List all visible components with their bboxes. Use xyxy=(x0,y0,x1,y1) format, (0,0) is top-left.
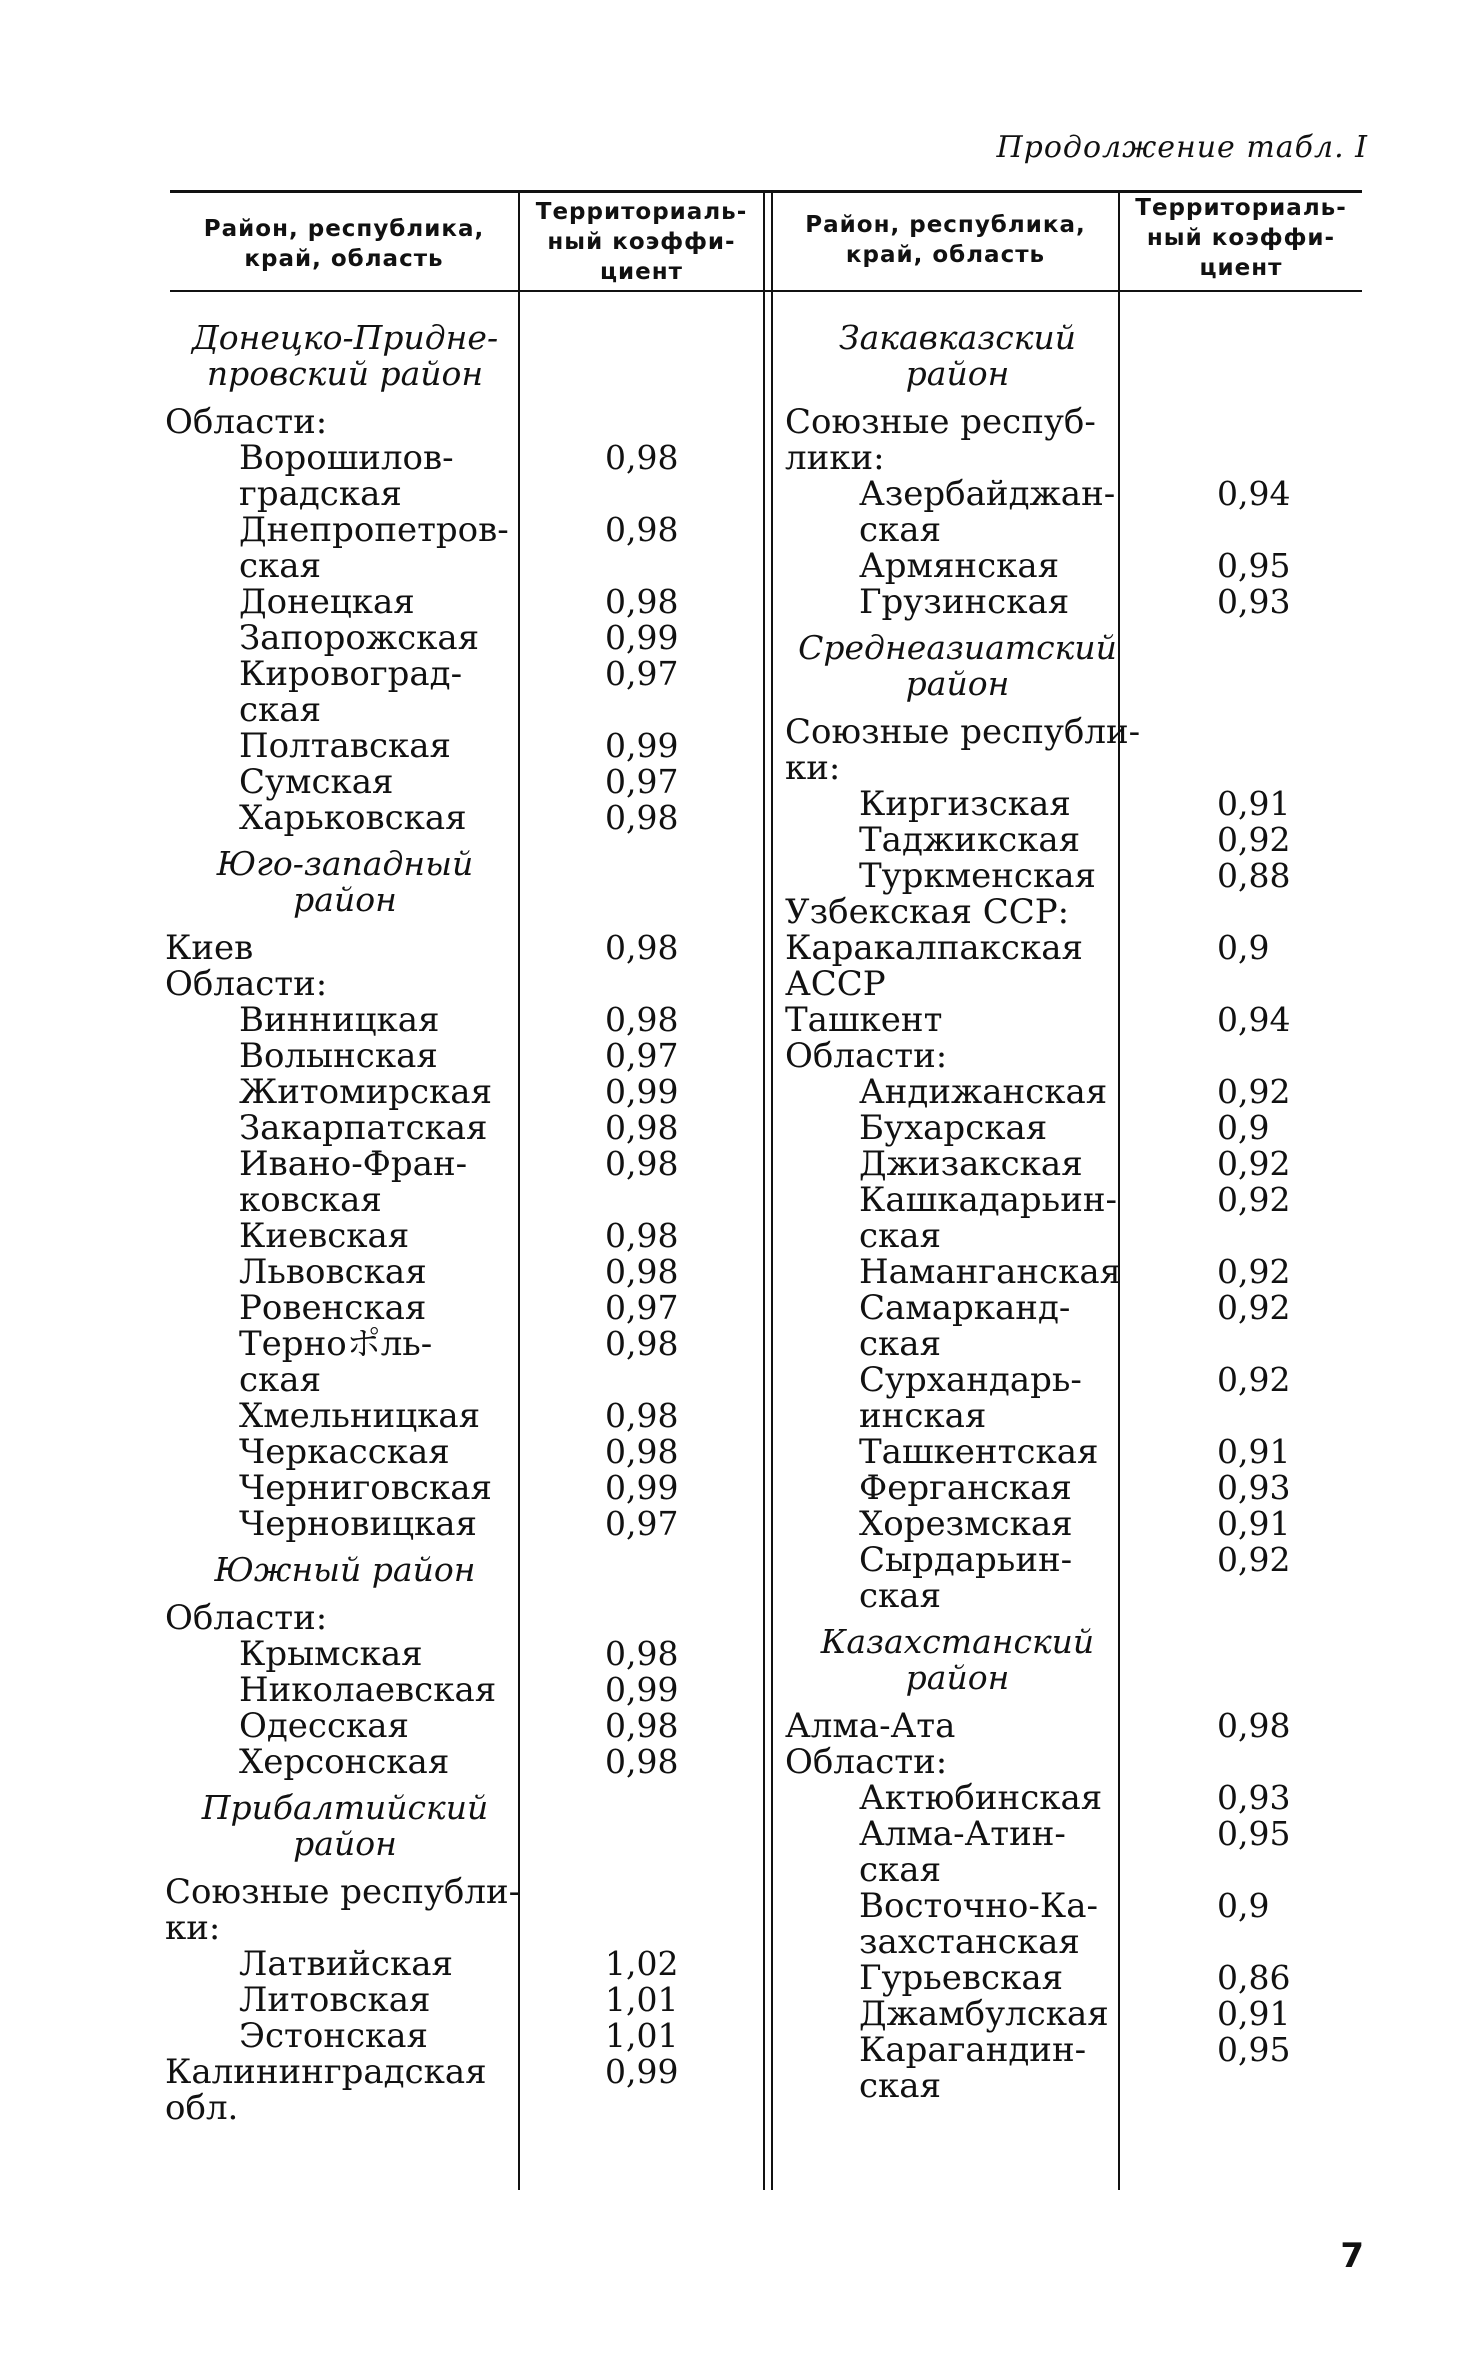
table-row xyxy=(165,1504,679,1544)
table-row xyxy=(165,1252,679,1292)
territorial-coefficient: 0,93 xyxy=(1217,1778,1291,1817)
territorial-coefficient: 0,99 xyxy=(605,1468,679,1507)
table-row xyxy=(165,1396,679,1436)
table-row-continuation xyxy=(785,966,1285,1002)
region-name: Калининградская xyxy=(165,2052,487,2092)
region-name: Ташкентская xyxy=(859,1432,1099,1472)
region-name: Области: xyxy=(165,1598,328,1638)
table-row-continuation xyxy=(785,750,1285,786)
table-row xyxy=(785,856,1291,896)
region-name: Киргизская xyxy=(859,784,1071,824)
table-row xyxy=(165,404,675,440)
left-table-column xyxy=(165,310,679,2128)
table-row xyxy=(165,1324,679,1364)
table-row xyxy=(785,1888,1285,1924)
table-row xyxy=(165,1634,679,1674)
table-row xyxy=(165,1468,679,1508)
territorial-coefficient: 0,92 xyxy=(1217,1540,1291,1579)
region-name: Таджикская xyxy=(859,820,1081,860)
region-name: ская xyxy=(859,510,942,550)
region-section-heading xyxy=(785,630,1130,702)
region-name: Хмельницкая xyxy=(239,1396,481,1436)
header-line: край, область xyxy=(244,246,444,272)
region-name: Джизакская xyxy=(859,1144,1083,1184)
table-row xyxy=(785,930,1285,966)
territorial-coefficient: 0,98 xyxy=(605,928,679,967)
region-name: Союзные респуб- xyxy=(785,402,1096,442)
region-name: Области: xyxy=(785,1742,948,1782)
region-name: Кировоград- xyxy=(239,654,463,694)
region-name: Херсонская xyxy=(239,1742,450,1782)
territorial-coefficient: 0,99 xyxy=(605,726,679,765)
table-row xyxy=(165,798,679,838)
territorial-coefficient: 0,91 xyxy=(1217,1994,1291,2033)
region-name: Актюбинская xyxy=(859,1778,1103,1818)
territorial-coefficient: 0,92 xyxy=(1217,1252,1291,1291)
table-row xyxy=(785,474,1291,514)
region-name: ская xyxy=(859,1324,942,1364)
territorial-coefficient: 0,92 xyxy=(1217,1360,1291,1399)
territorial-coefficient: 1,01 xyxy=(605,1980,679,2019)
territorial-coefficient: 0,92 xyxy=(1217,820,1291,859)
section-heading-line: Закавказский xyxy=(839,318,1076,357)
territorial-coefficient: 0,9 xyxy=(1217,1108,1270,1147)
territorial-coefficient: 0,94 xyxy=(1217,474,1291,513)
territorial-coefficient: 0,95 xyxy=(1217,2030,1291,2069)
table-row xyxy=(785,546,1291,586)
table-row xyxy=(785,1038,1285,1074)
table-row xyxy=(165,510,679,550)
table-row xyxy=(785,1468,1291,1508)
middle-double-rule-b xyxy=(771,190,773,2190)
region-name: Восточно-Ка- xyxy=(859,1886,1098,1926)
territorial-coefficient: 0,95 xyxy=(1217,546,1291,585)
table-row xyxy=(165,2052,679,2092)
region-section-heading xyxy=(165,1790,525,1862)
table-row xyxy=(165,726,679,766)
header-line: ный коэффи- xyxy=(1146,225,1336,251)
header-line: циент xyxy=(600,259,683,285)
region-name: Ивано-Фран- xyxy=(239,1144,468,1184)
region-name: Азербайджан- xyxy=(859,474,1116,514)
territorial-coefficient: 0,97 xyxy=(605,654,679,693)
table-row xyxy=(785,784,1291,824)
table-row xyxy=(165,1742,679,1782)
region-name: Литовская xyxy=(239,1980,431,2020)
territorial-coefficient: 0,9 xyxy=(1217,928,1270,967)
table-row xyxy=(785,404,1285,440)
region-name: Житомирская xyxy=(239,1072,493,1112)
table-row xyxy=(785,1144,1291,1184)
section-heading-line: район xyxy=(293,880,397,919)
table-row xyxy=(165,654,679,694)
region-name: АССР xyxy=(785,964,886,1004)
region-name: Днепропетров- xyxy=(239,510,509,550)
header-line: Территориаль- xyxy=(1135,195,1347,221)
region-name: Алма-Атин- xyxy=(859,1814,1066,1854)
territorial-coefficient: 0,98 xyxy=(605,1108,679,1147)
table-row xyxy=(785,1360,1291,1400)
region-name: захстанская xyxy=(859,1922,1080,1962)
territorial-coefficient: 0,94 xyxy=(1217,1000,1291,1039)
region-name: Крымская xyxy=(239,1634,423,1674)
table-row-continuation xyxy=(165,692,675,728)
table-row xyxy=(165,966,675,1002)
region-name: Николаевская xyxy=(239,1670,497,1710)
table-row xyxy=(165,928,679,968)
region-name: Каракалпакская xyxy=(785,928,1083,968)
territorial-coefficient: 0,92 xyxy=(1217,1180,1291,1219)
table-row xyxy=(165,1144,679,1184)
region-name: лики: xyxy=(785,438,885,478)
region-name: Донецкая xyxy=(239,582,415,622)
territorial-coefficient: 0,92 xyxy=(1217,1144,1291,1183)
region-name: Алма-Ата xyxy=(785,1706,956,1746)
region-name: инская xyxy=(859,1396,987,1436)
region-name: ская xyxy=(859,2066,942,2106)
table-row xyxy=(165,582,679,622)
table-row-continuation xyxy=(785,1924,1285,1960)
table-row-continuation xyxy=(785,1218,1285,1254)
region-name: Гурьевская xyxy=(859,1958,1064,1998)
table-row xyxy=(165,762,679,802)
header-line: циент xyxy=(1199,255,1283,281)
region-name: Харьковская xyxy=(239,798,467,838)
table-row xyxy=(165,1706,679,1746)
region-section-heading xyxy=(165,846,525,918)
table-row xyxy=(785,1252,1291,1292)
region-name: Киевская xyxy=(239,1216,410,1256)
territorial-coefficient: 0,86 xyxy=(1217,1958,1291,1997)
header-line: Район, республика, xyxy=(805,212,1086,238)
table-row xyxy=(165,1944,679,1984)
region-name: Винницкая xyxy=(239,1000,440,1040)
region-name: Карагандин- xyxy=(859,2030,1087,2070)
table-row xyxy=(785,1288,1291,1328)
region-name: Андижанская xyxy=(859,1072,1108,1112)
region-name: ская xyxy=(239,546,322,586)
region-name: Черниговская xyxy=(239,1468,492,1508)
table-row xyxy=(785,1180,1291,1220)
region-name: ская xyxy=(239,1360,322,1400)
table-row xyxy=(785,1706,1291,1746)
territorial-coefficient: 0,97 xyxy=(605,1504,679,1543)
table-row xyxy=(785,1110,1285,1146)
table-row xyxy=(785,1432,1291,1472)
region-name: Узбекская ССР: xyxy=(785,892,1070,932)
header-bottom-rule xyxy=(170,290,1362,292)
region-name: Ворошилов- xyxy=(239,438,454,478)
region-name: Терноポль- xyxy=(239,1324,433,1364)
region-name: Киев xyxy=(165,928,254,968)
region-name: Наманганская xyxy=(859,1252,1122,1292)
territorial-coefficient: 0,99 xyxy=(605,2052,679,2091)
section-heading-line: Казахстанский xyxy=(820,1622,1095,1661)
section-heading-line: Южный район xyxy=(214,1550,476,1589)
region-name: Союзные республи- xyxy=(785,712,1141,752)
table-row xyxy=(785,1994,1291,2034)
table-row xyxy=(165,1432,679,1472)
territorial-coefficient: 0,98 xyxy=(605,1324,679,1363)
territorial-coefficient: 0,93 xyxy=(1217,1468,1291,1507)
region-section-heading xyxy=(165,320,525,392)
section-heading-line: Прибалтийский xyxy=(201,1788,489,1827)
territorial-coefficient: 0,99 xyxy=(605,1072,679,1111)
table-row-continuation xyxy=(165,1910,675,1946)
region-name: Львовская xyxy=(239,1252,427,1292)
region-name: Джамбулская xyxy=(859,1994,1109,2034)
region-name: Ровенская xyxy=(239,1288,427,1328)
region-name: ская xyxy=(859,1850,942,1890)
table-row xyxy=(165,2016,679,2056)
table-continuation-label: Продолжение табл. I xyxy=(996,130,1368,165)
header-coef-right xyxy=(1120,193,1362,283)
table-row xyxy=(785,1000,1291,1040)
table-row-continuation xyxy=(785,1398,1285,1434)
region-name: градская xyxy=(239,474,402,514)
table-row xyxy=(165,1874,675,1910)
territorial-coefficient: 0,98 xyxy=(605,582,679,621)
region-name: Бухарская xyxy=(859,1108,1048,1148)
table-row xyxy=(785,2030,1291,2070)
section-heading-line: провский район xyxy=(206,354,484,393)
header-line: Территориаль- xyxy=(535,199,748,225)
table-row-continuation xyxy=(785,440,1285,476)
territorial-coefficient: 0,88 xyxy=(1217,856,1291,895)
region-name: ки: xyxy=(165,1908,221,1948)
section-heading-line: Донецко-Придне- xyxy=(191,318,499,357)
table-row xyxy=(785,1072,1291,1112)
territorial-coefficient: 0,9 xyxy=(1217,1886,1270,1925)
table-row-continuation xyxy=(165,548,675,584)
territorial-coefficient: 1,02 xyxy=(605,1944,679,1983)
region-name: Черкасская xyxy=(239,1432,450,1472)
table-row xyxy=(165,1072,679,1112)
table-row xyxy=(785,1504,1291,1544)
region-name: обл. xyxy=(165,2088,239,2128)
territorial-coefficient: 0,98 xyxy=(605,1216,679,1255)
territorial-coefficient: 0,98 xyxy=(1217,1706,1291,1745)
header-line: ный коэффи- xyxy=(547,229,736,255)
territorial-coefficient: 0,98 xyxy=(605,510,679,549)
territorial-coefficient: 0,99 xyxy=(605,1670,679,1709)
table-row-continuation xyxy=(165,2090,675,2126)
territorial-coefficient: 0,98 xyxy=(605,438,679,477)
region-name: ки: xyxy=(785,748,841,788)
region-name: Сырдарьин- xyxy=(859,1540,1073,1580)
territorial-coefficient: 0,97 xyxy=(605,1036,679,1075)
table-row-continuation xyxy=(785,1326,1285,1362)
table-row-continuation xyxy=(165,1362,675,1398)
region-name: Армянская xyxy=(859,546,1060,586)
region-section-heading xyxy=(785,320,1130,392)
table-row xyxy=(165,1000,679,1040)
region-name: Черновицкая xyxy=(239,1504,477,1544)
region-name: Хорезмская xyxy=(859,1504,1073,1544)
table-row xyxy=(785,582,1291,622)
region-name: ская xyxy=(859,1216,942,1256)
table-row xyxy=(165,1600,675,1636)
territorial-coefficient: 0,97 xyxy=(605,762,679,801)
territorial-coefficient: 0,97 xyxy=(605,1288,679,1327)
table-row xyxy=(785,714,1285,750)
table-row xyxy=(785,1744,1285,1780)
territorial-coefficient: 0,98 xyxy=(605,1634,679,1673)
territorial-coefficient: 0,91 xyxy=(1217,1432,1291,1471)
region-name: Союзные республи- xyxy=(165,1872,521,1912)
region-section-heading xyxy=(785,1624,1130,1696)
region-name: Области: xyxy=(165,964,328,1004)
region-name: Запорожская xyxy=(239,618,480,658)
territorial-coefficient: 0,99 xyxy=(605,618,679,657)
region-section-heading xyxy=(165,1552,525,1588)
header-line: Район, республика, xyxy=(203,216,485,242)
section-heading-line: район xyxy=(905,1658,1010,1697)
region-name: ская xyxy=(859,1576,942,1616)
middle-double-rule-a xyxy=(763,190,765,2190)
region-name: Ташкент xyxy=(785,1000,943,1040)
region-name: Волынская xyxy=(239,1036,438,1076)
territorial-coefficient: 0,91 xyxy=(1217,784,1291,823)
header-region-right xyxy=(773,210,1118,270)
section-heading-line: Юго-западный xyxy=(216,844,474,883)
table-row xyxy=(785,1814,1291,1854)
table-row xyxy=(165,1670,679,1710)
region-name: Самарканд- xyxy=(859,1288,1071,1328)
header-coef-left xyxy=(520,197,763,287)
table-row-continuation xyxy=(785,2068,1285,2104)
table-row-continuation xyxy=(785,1578,1285,1614)
territorial-coefficient: 0,91 xyxy=(1217,1504,1291,1543)
region-name: Полтавская xyxy=(239,726,451,766)
right-table-column xyxy=(785,310,1291,2106)
table-row xyxy=(165,618,679,658)
region-name: Туркменская xyxy=(859,856,1096,896)
territorial-coefficient: 0,98 xyxy=(605,1252,679,1291)
region-name: Области: xyxy=(785,1036,948,1076)
header-region-left xyxy=(170,214,518,274)
table-row xyxy=(785,894,1285,930)
territorial-coefficient: 0,98 xyxy=(605,1144,679,1183)
table-row-continuation xyxy=(165,1182,675,1218)
table-row xyxy=(165,1288,679,1328)
territorial-coefficient: 0,93 xyxy=(1217,582,1291,621)
section-heading-line: район xyxy=(293,1824,397,1863)
region-name: Одесская xyxy=(239,1706,409,1746)
region-name: Кашкадарьин- xyxy=(859,1180,1118,1220)
territorial-coefficient: 0,98 xyxy=(605,1000,679,1039)
table-row xyxy=(165,438,679,478)
territorial-coefficient: 1,01 xyxy=(605,2016,679,2055)
page-number: 7 xyxy=(1340,2236,1364,2276)
section-heading-line: Среднеазиатский xyxy=(798,628,1117,667)
region-name: Области: xyxy=(165,402,328,442)
region-name: Ферганская xyxy=(859,1468,1072,1508)
region-name: Закарпатская xyxy=(239,1108,488,1148)
section-heading-line: район xyxy=(905,664,1010,703)
table-row xyxy=(165,1108,679,1148)
territorial-coefficient: 0,92 xyxy=(1217,1072,1291,1111)
territorial-coefficient: 0,98 xyxy=(605,1396,679,1435)
table-row xyxy=(165,1216,679,1256)
header-line: край, область xyxy=(845,242,1046,268)
territorial-coefficient: 0,98 xyxy=(605,1742,679,1781)
region-name: Эстонская xyxy=(239,2016,429,2056)
section-heading-line: район xyxy=(905,354,1010,393)
region-name: Сумская xyxy=(239,762,394,802)
territorial-coefficient: 0,98 xyxy=(605,798,679,837)
region-name: Грузинская xyxy=(859,582,1070,622)
table-row xyxy=(785,1958,1291,1998)
table-row-continuation xyxy=(785,1852,1285,1888)
region-name: ская xyxy=(239,690,322,730)
region-name: Латвийская xyxy=(239,1944,453,1984)
table-row-continuation xyxy=(165,476,675,512)
table-row xyxy=(785,1778,1291,1818)
region-name: ковская xyxy=(239,1180,382,1220)
table-row xyxy=(785,1540,1291,1580)
territorial-coefficient: 0,92 xyxy=(1217,1288,1291,1327)
region-name: Сурхандарь- xyxy=(859,1360,1082,1400)
table-row xyxy=(165,1036,679,1076)
table-row xyxy=(165,1980,679,2020)
territorial-coefficient: 0,98 xyxy=(605,1432,679,1471)
table-row xyxy=(785,820,1291,860)
territorial-coefficient: 0,95 xyxy=(1217,1814,1291,1853)
territorial-coefficient: 0,98 xyxy=(605,1706,679,1745)
table-row-continuation xyxy=(785,512,1285,548)
